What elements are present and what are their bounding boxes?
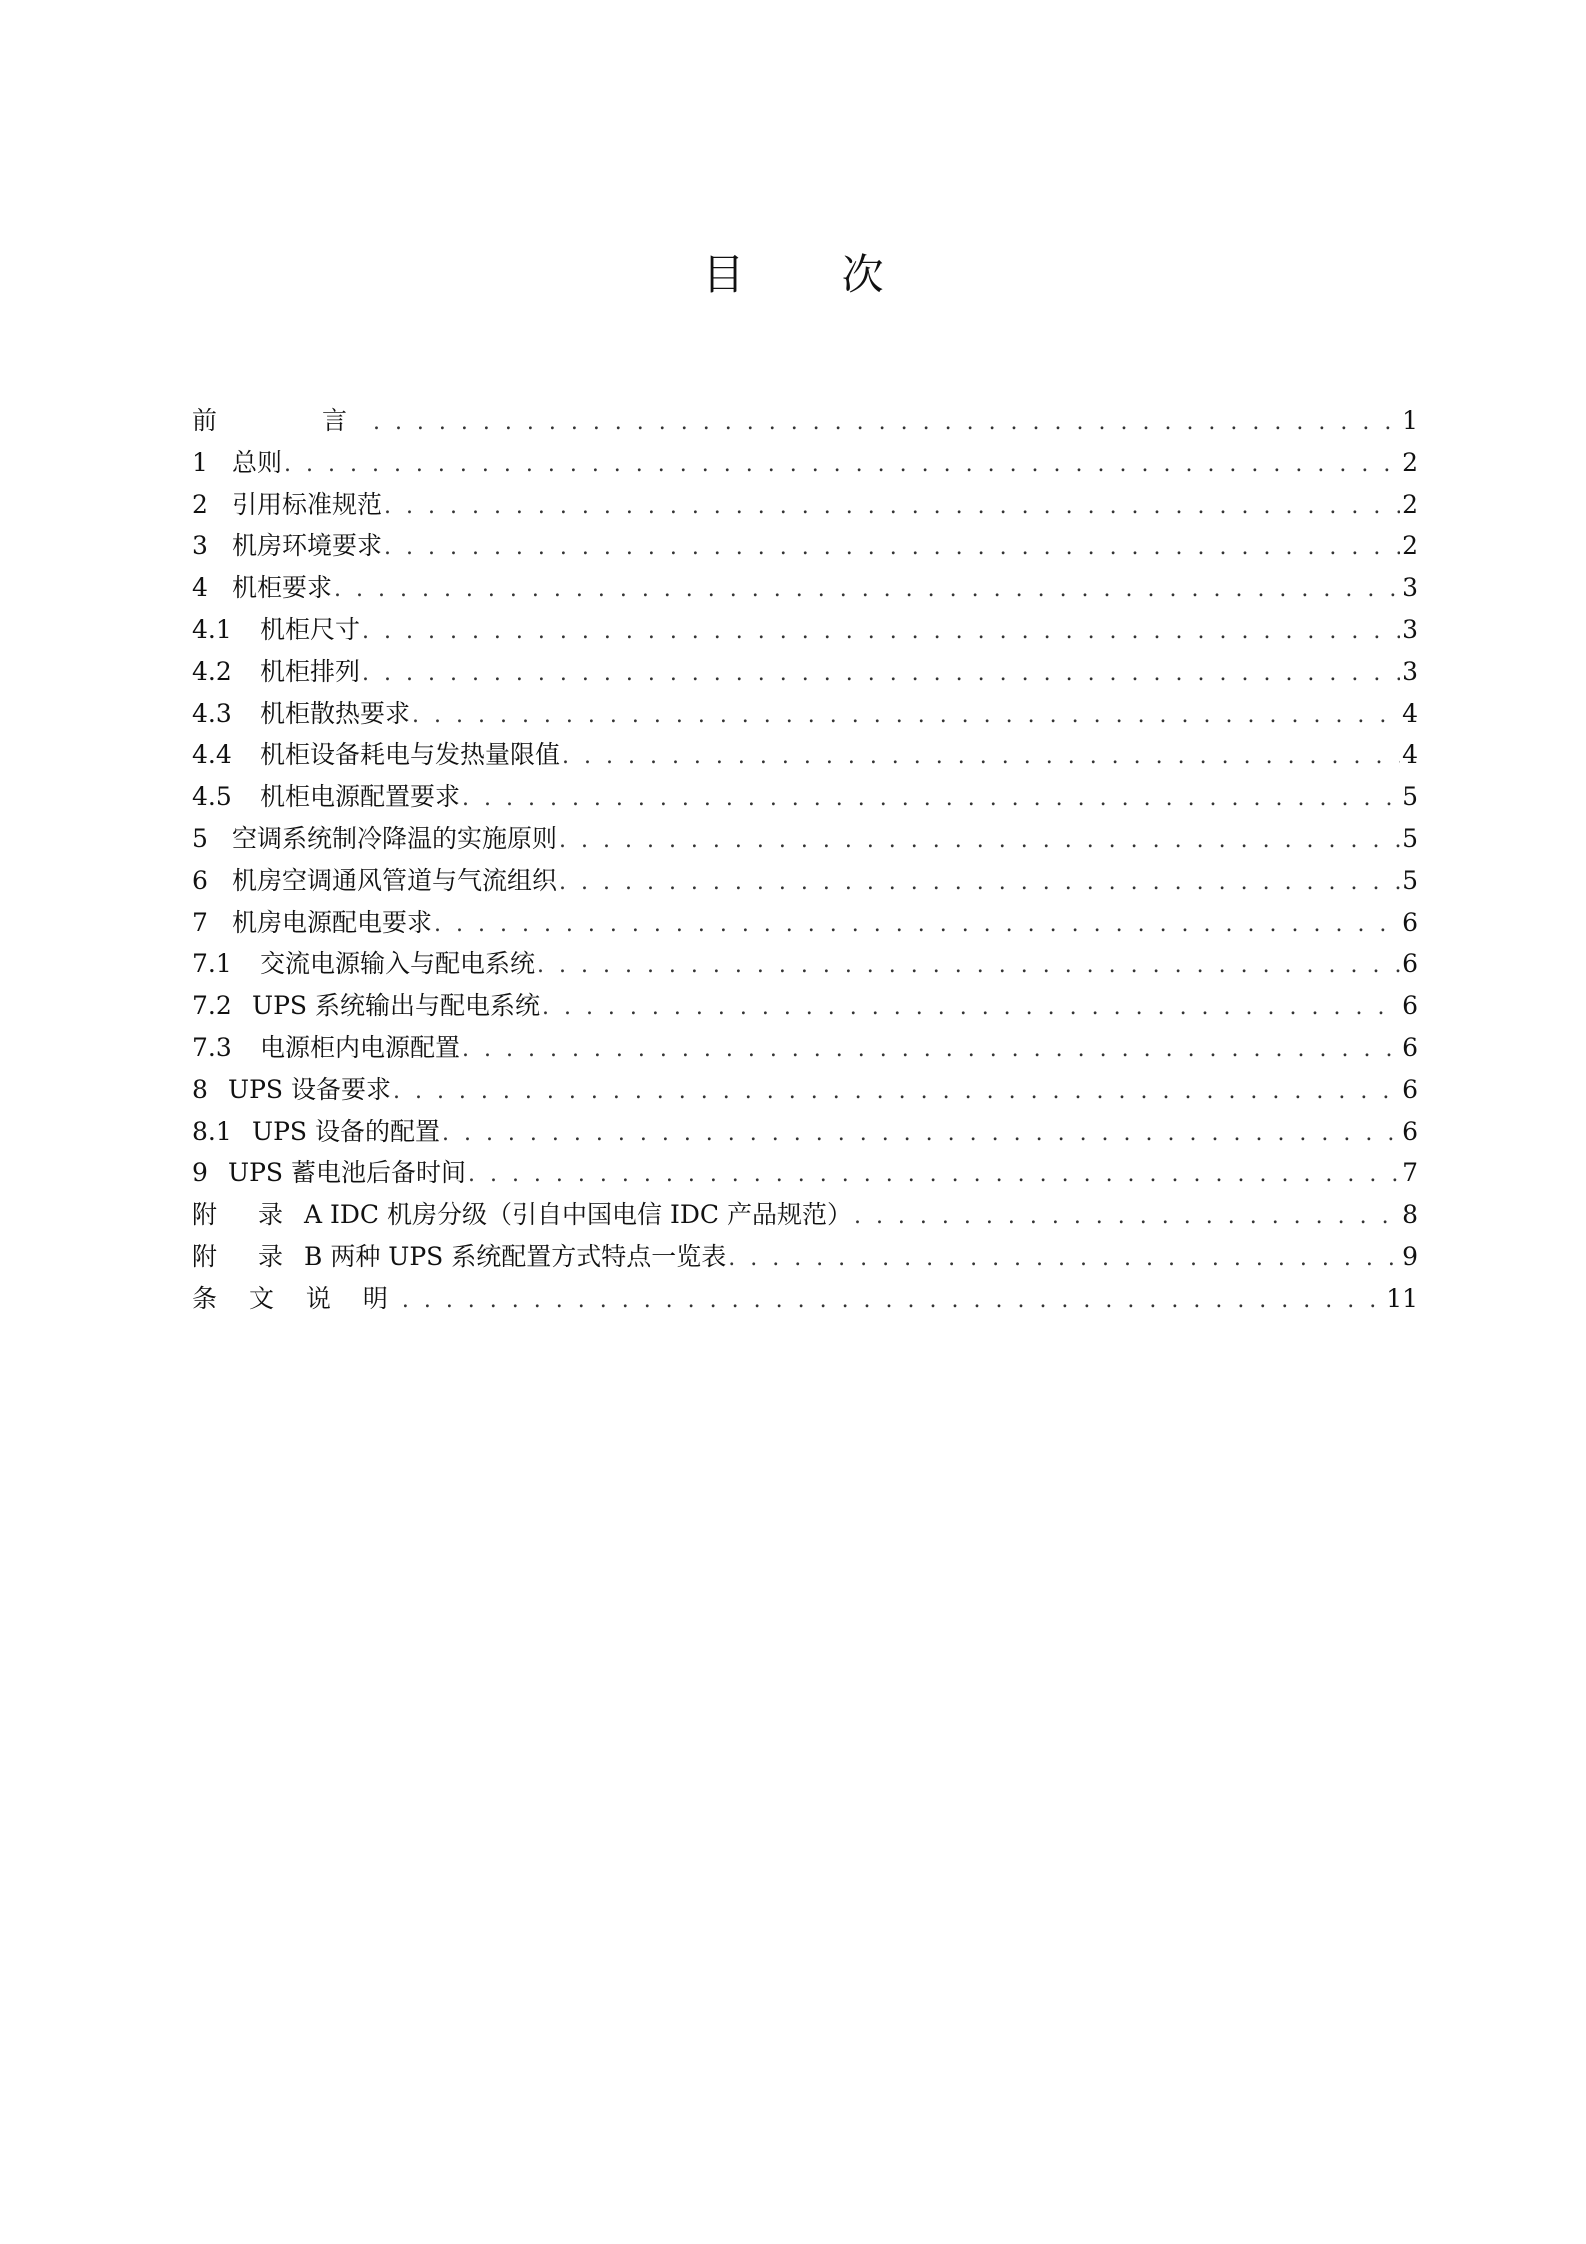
toc-entry-number: 5 bbox=[192, 823, 208, 853]
toc-entry-page: 8 bbox=[1402, 1200, 1418, 1230]
toc-entry[interactable] bbox=[192, 776, 1418, 818]
toc-entry-label: B 两种 UPS 系统配置方式特点一览表 bbox=[304, 1241, 727, 1271]
toc-entry[interactable] bbox=[192, 902, 1418, 944]
toc-entry[interactable] bbox=[192, 609, 1418, 651]
toc-dot-leader bbox=[562, 736, 1400, 778]
toc-entry-number: 7.2 bbox=[192, 991, 232, 1021]
toc-entry-label: 机柜排列 bbox=[260, 656, 361, 686]
toc-entry-label: 电源柜内电源配置 bbox=[260, 1032, 461, 1062]
toc-dot-leader bbox=[384, 527, 1400, 569]
toc-dot-leader bbox=[468, 1154, 1400, 1196]
toc-entry-label: 空调系统制冷降温的实施原则 bbox=[232, 823, 558, 853]
toc-entry[interactable] bbox=[192, 525, 1418, 567]
toc-entry-label: 机房电源配电要求 bbox=[232, 907, 433, 937]
toc-entry-number: 4 bbox=[192, 573, 208, 603]
toc-dot-leader bbox=[537, 945, 1400, 987]
toc-dot-leader bbox=[384, 486, 1400, 528]
toc-entry-page: 1 bbox=[1402, 406, 1418, 435]
toc-entry-number: 2 bbox=[192, 489, 208, 519]
toc-entry-number: 6 bbox=[192, 865, 208, 895]
toc-dot-leader bbox=[462, 778, 1400, 820]
toc-entry-label: 机柜散热要求 bbox=[260, 698, 411, 728]
toc-entry[interactable] bbox=[192, 1111, 1418, 1153]
toc-entry-page: 11 bbox=[1386, 1283, 1418, 1313]
toc-entry-number: 附 录 bbox=[192, 1200, 292, 1230]
toc-entry-page: 6 bbox=[1402, 991, 1418, 1021]
toc-entry[interactable] bbox=[192, 1236, 1418, 1278]
toc-entry[interactable] bbox=[192, 1069, 1418, 1111]
toc-entry-label: 机柜设备耗电与发热量限值 bbox=[260, 740, 561, 770]
toc-entry-label: 前 言 bbox=[192, 406, 371, 435]
toc-dot-leader bbox=[334, 569, 1400, 611]
toc-entry-label: 条 文 说 明 bbox=[192, 1283, 400, 1313]
toc-entry[interactable] bbox=[192, 818, 1418, 860]
toc-dot-leader bbox=[373, 402, 1400, 444]
toc-entry-label: 机柜尺寸 bbox=[260, 614, 361, 644]
toc-entry-number: 4.4 bbox=[192, 740, 232, 770]
toc-entry-number: 4.3 bbox=[192, 698, 232, 728]
toc-entry-label: 机柜要求 bbox=[232, 573, 333, 603]
toc-entry-page: 2 bbox=[1402, 447, 1418, 477]
toc-entry-page: 7 bbox=[1402, 1158, 1418, 1188]
toc-dot-leader bbox=[393, 1071, 1400, 1113]
toc-entry-page: 5 bbox=[1402, 823, 1418, 853]
toc-entry-number: 8.1 bbox=[192, 1116, 232, 1146]
toc-dot-leader bbox=[362, 653, 1400, 695]
toc-entry-number: 8 bbox=[192, 1074, 208, 1104]
toc-entry-page: 6 bbox=[1402, 1074, 1418, 1104]
toc-entry-number: 9 bbox=[192, 1158, 208, 1188]
toc-entry-page: 3 bbox=[1402, 656, 1418, 686]
table-of-contents bbox=[192, 400, 1418, 1320]
toc-dot-leader bbox=[402, 1280, 1384, 1322]
toc-entry-label: 机房空调通风管道与气流组织 bbox=[232, 865, 558, 895]
toc-entry[interactable] bbox=[192, 651, 1418, 693]
toc-entry-label: 总则 bbox=[232, 447, 283, 477]
toc-dot-leader bbox=[434, 904, 1400, 946]
toc-entry-label: UPS 蓄电池后备时间 bbox=[228, 1158, 466, 1188]
toc-entry[interactable] bbox=[192, 943, 1418, 985]
toc-entry[interactable] bbox=[192, 985, 1418, 1027]
toc-entry[interactable] bbox=[192, 1278, 1418, 1320]
page-title: 目 次 bbox=[702, 250, 926, 299]
toc-dot-leader bbox=[462, 1029, 1400, 1071]
toc-dot-leader bbox=[362, 611, 1400, 653]
toc-entry[interactable] bbox=[192, 1194, 1418, 1236]
toc-entry-page: 4 bbox=[1402, 740, 1418, 770]
toc-dot-leader bbox=[542, 987, 1400, 1029]
toc-entry-label: 交流电源输入与配电系统 bbox=[260, 949, 536, 979]
toc-entry-number: 3 bbox=[192, 531, 208, 561]
toc-entry-label: 引用标准规范 bbox=[232, 489, 383, 519]
toc-entry-page: 6 bbox=[1402, 907, 1418, 937]
toc-entry[interactable] bbox=[192, 1152, 1418, 1194]
toc-entry[interactable] bbox=[192, 860, 1418, 902]
toc-dot-leader bbox=[559, 820, 1400, 862]
toc-dot-leader bbox=[728, 1238, 1400, 1280]
toc-entry-page: 6 bbox=[1402, 1032, 1418, 1062]
toc-dot-leader bbox=[854, 1196, 1400, 1238]
toc-entry-page: 5 bbox=[1402, 865, 1418, 895]
toc-entry[interactable] bbox=[192, 1027, 1418, 1069]
toc-entry-number: 4.5 bbox=[192, 782, 232, 812]
toc-entry-page: 3 bbox=[1402, 573, 1418, 603]
toc-entry-page: 6 bbox=[1402, 1116, 1418, 1146]
toc-entry-page: 9 bbox=[1402, 1241, 1418, 1271]
toc-entry-number: 1 bbox=[192, 447, 208, 477]
toc-entry-number: 7 bbox=[192, 907, 208, 937]
toc-entry-label: 机柜电源配置要求 bbox=[260, 782, 461, 812]
toc-entry-label: UPS 设备要求 bbox=[228, 1074, 391, 1104]
toc-entry-page: 5 bbox=[1402, 782, 1418, 812]
toc-entry-number: 7.1 bbox=[192, 949, 232, 979]
toc-entry-label: 机房环境要求 bbox=[232, 531, 383, 561]
toc-entry-number: 4.2 bbox=[192, 656, 232, 686]
toc-entry[interactable] bbox=[192, 484, 1418, 526]
toc-entry-page: 2 bbox=[1402, 489, 1418, 519]
toc-entry[interactable] bbox=[192, 442, 1418, 484]
toc-entry[interactable] bbox=[192, 400, 1418, 442]
toc-entry[interactable] bbox=[192, 734, 1418, 776]
toc-dot-leader bbox=[442, 1113, 1400, 1155]
toc-entry[interactable] bbox=[192, 567, 1418, 609]
toc-entry[interactable] bbox=[192, 693, 1418, 735]
toc-dot-leader bbox=[412, 695, 1400, 737]
toc-entry-page: 4 bbox=[1402, 698, 1418, 728]
toc-entry-number: 附 录 bbox=[192, 1241, 292, 1271]
toc-entry-page: 3 bbox=[1402, 614, 1418, 644]
toc-entry-label: UPS 系统输出与配电系统 bbox=[252, 991, 540, 1021]
toc-entry-number: 7.3 bbox=[192, 1032, 232, 1062]
toc-entry-number: 4.1 bbox=[192, 614, 232, 644]
toc-entry-label: A IDC 机房分级（引自中国电信 IDC 产品规范） bbox=[304, 1200, 852, 1230]
toc-entry-label: UPS 设备的配置 bbox=[252, 1116, 440, 1146]
toc-dot-leader bbox=[559, 862, 1400, 904]
toc-entry-page: 6 bbox=[1402, 949, 1418, 979]
toc-entry-page: 2 bbox=[1402, 531, 1418, 561]
toc-dot-leader bbox=[284, 444, 1400, 486]
